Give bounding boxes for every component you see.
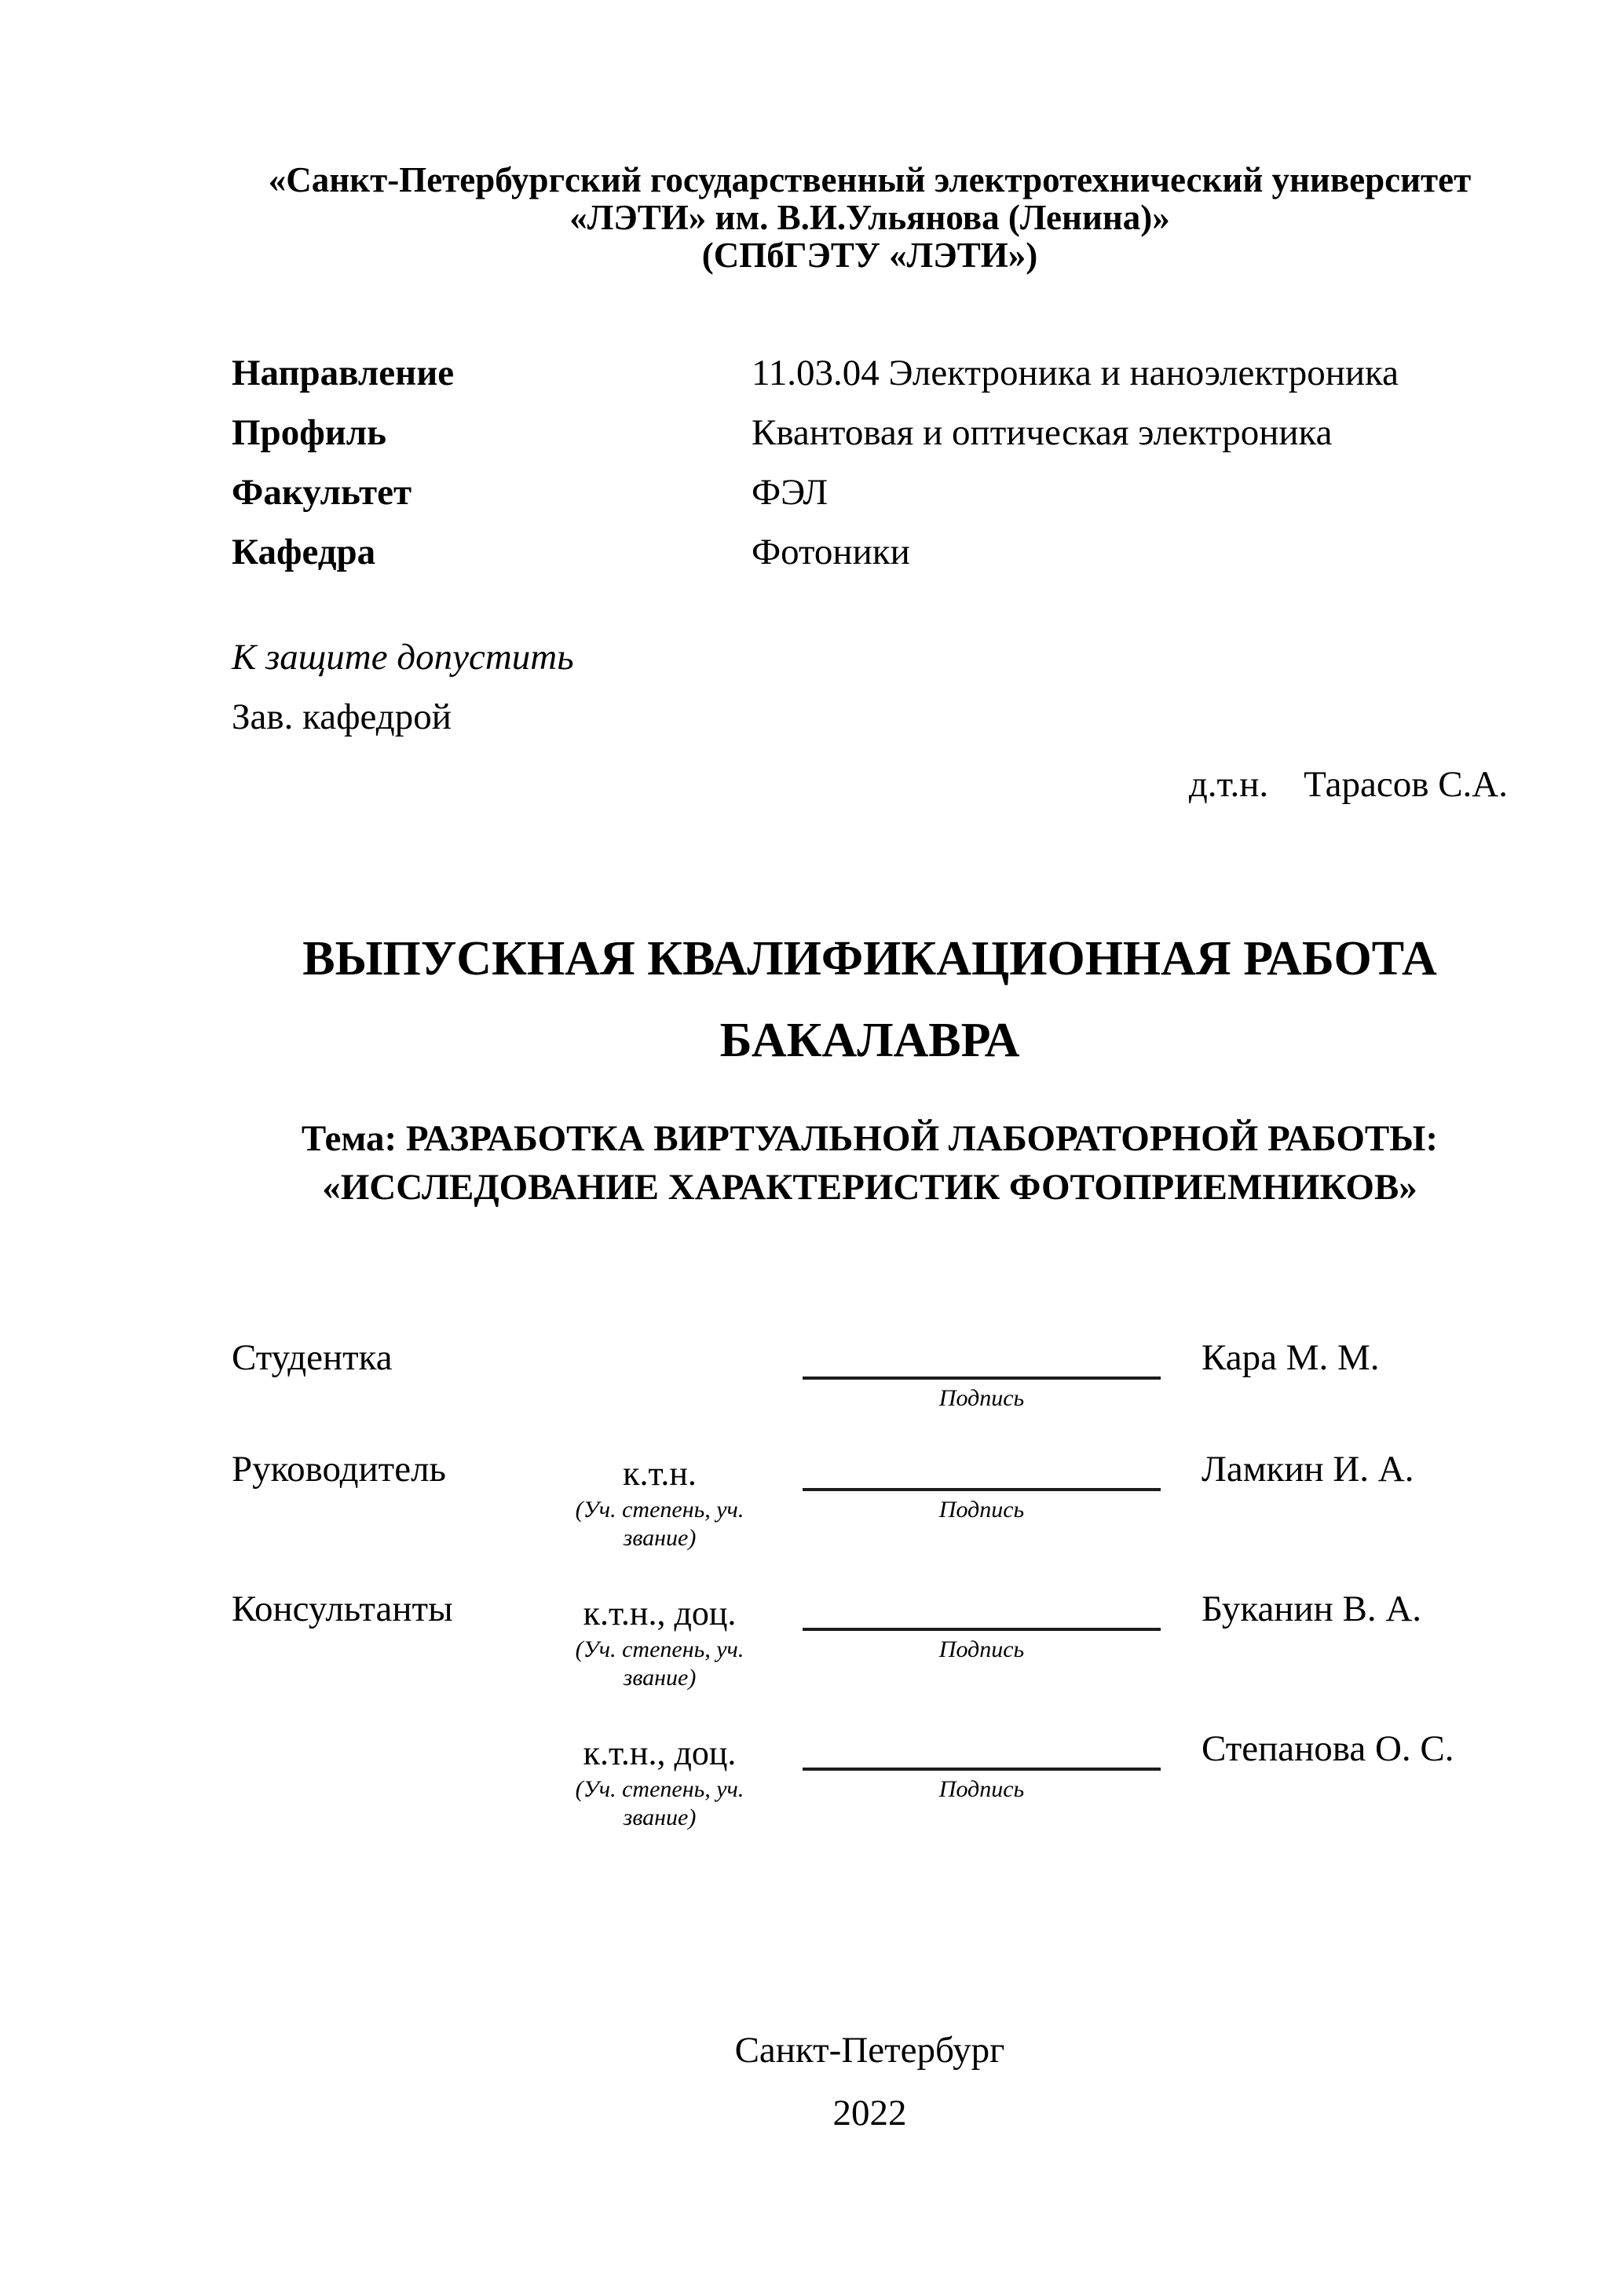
info-value: Фотоники bbox=[752, 532, 910, 572]
university-name-line1: «Санкт-Петербургский государственный электротехнический университет bbox=[268, 160, 1472, 199]
degree-caption: (Уч. степень, уч. звание) bbox=[575, 1776, 744, 1830]
spacer bbox=[781, 1587, 803, 1692]
signature-line-cell bbox=[803, 1587, 1161, 1692]
spacer bbox=[1161, 1587, 1202, 1692]
signatures-section bbox=[232, 1336, 1508, 1832]
signature-degree-cell bbox=[538, 1447, 781, 1552]
footer-year: 2022 bbox=[832, 2093, 907, 2133]
head-name: Тарасов С.А. bbox=[1304, 764, 1508, 805]
signature-row-consultant-2 bbox=[232, 1727, 1508, 1832]
thesis-title-line2: БАКАЛАВРА bbox=[719, 1014, 1020, 1067]
signature-line bbox=[803, 1727, 1161, 1771]
signature-line bbox=[803, 1336, 1161, 1380]
department-head-label: Зав. кафедрой bbox=[232, 696, 452, 737]
spacer bbox=[1161, 1727, 1202, 1832]
department-head-signature bbox=[232, 755, 1508, 814]
thesis-topic-line1: Тема: РАЗРАБОТКА ВИРТУАЛЬНОЙ ЛАБОРАТОРНОЙ РАБОТЫ: bbox=[301, 1118, 1439, 1159]
university-name-line2: «ЛЭТИ» им. В.И.Ульянова (Ленина)» bbox=[569, 198, 1170, 237]
signature-caption: Подпись bbox=[938, 1497, 1025, 1523]
info-row-profile bbox=[232, 403, 1508, 462]
info-label: Кафедра bbox=[232, 532, 376, 572]
signature-degree-cell bbox=[538, 1587, 781, 1692]
admission-permit-line: К защите допустить bbox=[232, 637, 574, 678]
signature-role: Руководитель bbox=[232, 1449, 446, 1490]
signature-line-cell bbox=[803, 1336, 1161, 1413]
spacer bbox=[781, 1727, 803, 1832]
info-value: Квантовая и оптическая электроника bbox=[752, 412, 1333, 453]
info-row-direction bbox=[232, 343, 1508, 403]
signature-caption: Подпись bbox=[938, 1776, 1025, 1802]
spacer bbox=[781, 1447, 803, 1552]
footer-city: Санкт-Петербург bbox=[734, 2030, 1005, 2071]
head-degree: д.т.н. bbox=[1188, 764, 1269, 805]
signature-name: Степанова О. С. bbox=[1202, 1728, 1454, 1769]
spacer bbox=[781, 1336, 803, 1413]
signature-degree: к.т.н. bbox=[623, 1454, 697, 1493]
signature-degree-cell bbox=[538, 1727, 781, 1832]
signature-name: Кара М. М. bbox=[1202, 1337, 1380, 1378]
program-info-table bbox=[232, 343, 1508, 582]
spacer bbox=[1161, 1447, 1202, 1552]
info-value: 11.03.04 Электроника и наноэлектроника bbox=[752, 353, 1399, 393]
info-value: ФЭЛ bbox=[752, 472, 828, 513]
signature-degree: к.т.н., доц. bbox=[583, 1594, 737, 1632]
signature-line bbox=[803, 1587, 1161, 1631]
degree-caption: (Уч. степень, уч. звание) bbox=[575, 1497, 744, 1551]
admission-block bbox=[232, 627, 1508, 747]
signature-line bbox=[803, 1447, 1161, 1491]
info-label: Факультет bbox=[232, 472, 412, 513]
signature-role: Консультанты bbox=[232, 1589, 453, 1629]
signature-role: Студентка bbox=[232, 1337, 393, 1378]
thesis-topic-line2: «ИССЛЕДОВАНИЕ ХАРАКТЕРИСТИК ФОТОПРИЕМНИКОВ» bbox=[322, 1167, 1417, 1208]
university-header bbox=[232, 161, 1508, 274]
signature-name: Ламкин И. А. bbox=[1202, 1449, 1414, 1490]
degree-caption: (Уч. степень, уч. звание) bbox=[575, 1636, 744, 1691]
signature-caption: Подпись bbox=[938, 1636, 1025, 1662]
signature-degree: к.т.н., доц. bbox=[583, 1734, 737, 1772]
info-label: Профиль bbox=[232, 412, 387, 453]
signature-role bbox=[232, 1727, 538, 1771]
signature-row-student bbox=[232, 1336, 1508, 1413]
signature-row-consultant-1 bbox=[232, 1587, 1508, 1692]
info-row-faculty bbox=[232, 462, 1508, 522]
footer bbox=[232, 2019, 1508, 2144]
thesis-topic bbox=[232, 1114, 1508, 1212]
signature-degree bbox=[538, 1336, 781, 1380]
thesis-title bbox=[232, 918, 1508, 1081]
info-label: Направление bbox=[232, 353, 455, 393]
info-row-department bbox=[232, 522, 1508, 582]
thesis-title-line1: ВЫПУСКНАЯ КВАЛИФИКАЦИОННАЯ РАБОТА bbox=[302, 932, 1437, 985]
signature-degree-cell bbox=[538, 1336, 781, 1413]
signature-row-supervisor bbox=[232, 1447, 1508, 1552]
spacer bbox=[1161, 1336, 1202, 1413]
signature-name: Буканин В. А. bbox=[1202, 1589, 1422, 1629]
university-name-line3: (СПбГЭТУ «ЛЭТИ») bbox=[701, 236, 1038, 275]
signature-line-cell bbox=[803, 1727, 1161, 1832]
signature-line-cell bbox=[803, 1447, 1161, 1552]
signature-caption: Подпись bbox=[938, 1385, 1025, 1411]
page-content bbox=[232, 0, 1508, 2144]
